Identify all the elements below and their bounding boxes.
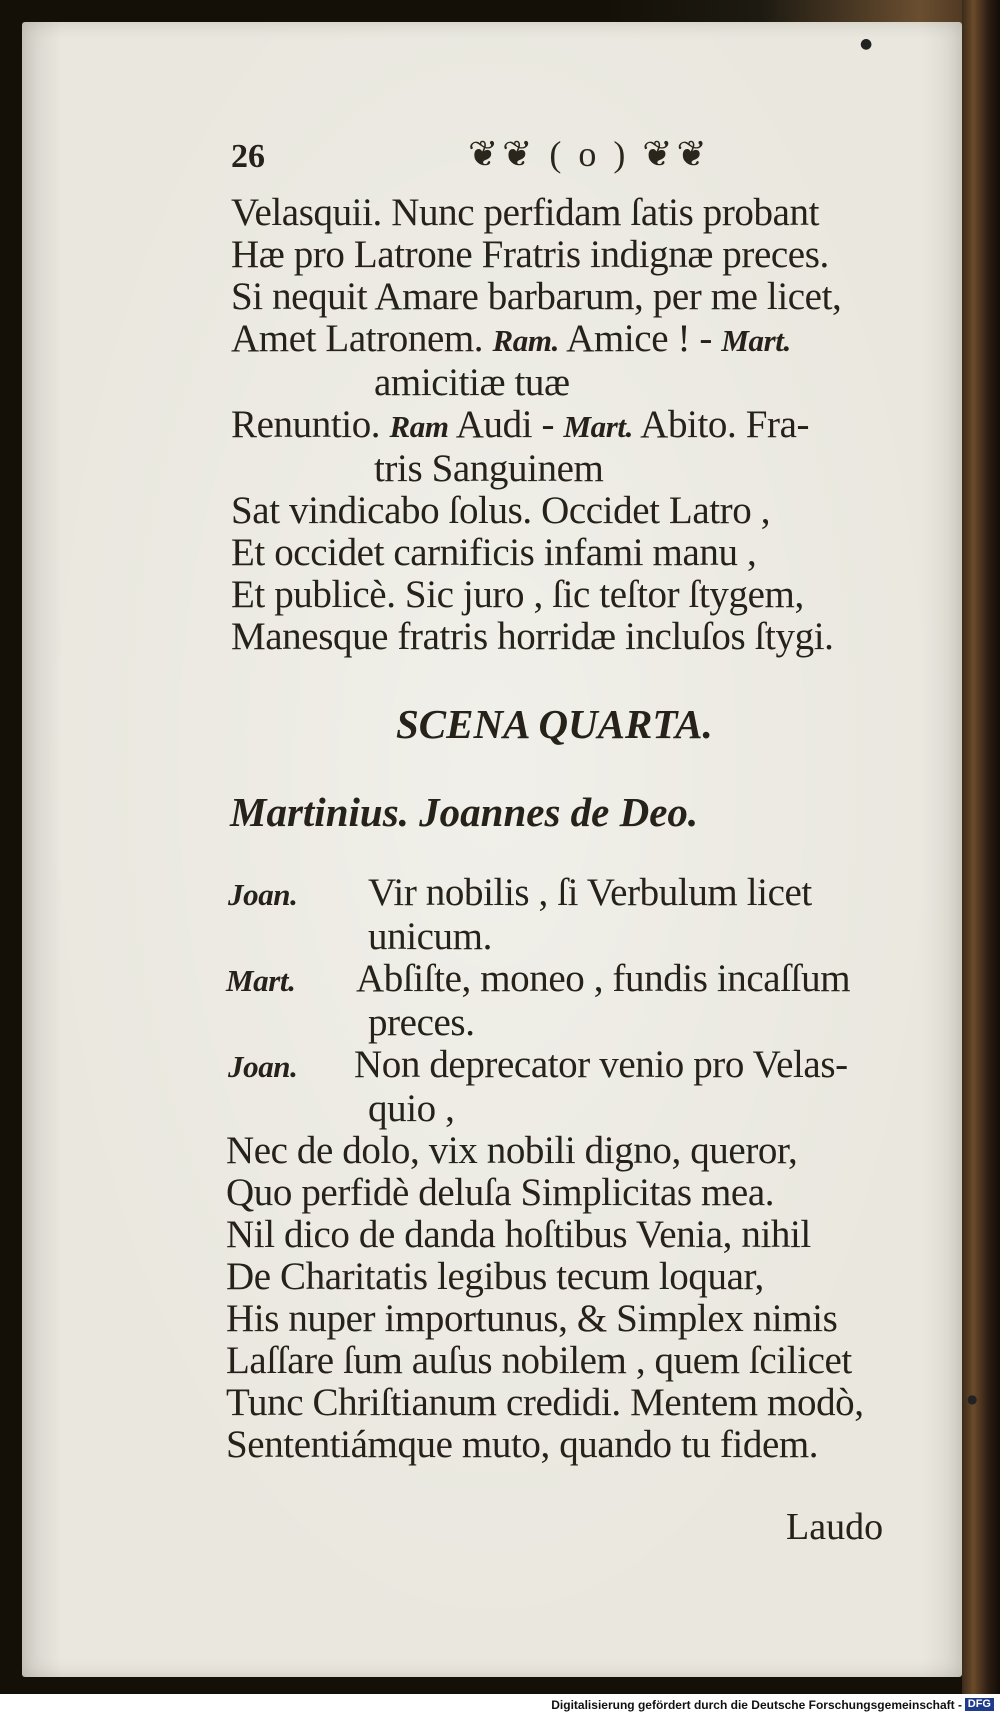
verse-line: Si nequit Amare barbarum, per me licet,	[231, 275, 842, 318]
verse-text: Amice ! -	[558, 317, 722, 360]
verse-line: Tunc Chriſtianum credidi. Mentem modò,	[226, 1381, 864, 1424]
verse-line: Velasquii. Nunc perfidam ſatis probant	[231, 191, 820, 234]
verse-line: Quo perfidè deluſa Simplicitas mea.	[226, 1171, 775, 1214]
speaker-label: Mart.	[721, 323, 791, 358]
verse-line: Et occidet carnificis infami manu ,	[231, 531, 757, 574]
speaker-label: Ram	[389, 409, 449, 444]
verse-continuation: amicitiæ tuæ	[374, 361, 570, 404]
verse-text: Audi -	[448, 403, 564, 446]
verse-line: Hæ pro Latrone Fratris indignæ preces.	[231, 233, 829, 276]
book-spine	[962, 0, 1000, 1715]
verse-line: Sententiámque muto, quando tu fidem.	[226, 1423, 819, 1466]
ink-dot: ●	[967, 1392, 978, 1406]
scene-title: SCENA QUARTA.	[396, 701, 713, 747]
dialogue-text: Abſiſte, moneo , fundis incaſſum	[356, 957, 851, 1000]
speaker-label: Ram.	[492, 323, 559, 358]
dialogue-line	[226, 956, 296, 1001]
verse-line: Et publicè. Sic juro , ſic teſtor ſtygem,	[231, 573, 804, 616]
book-edge-top	[600, 0, 1000, 24]
characters-line: Martinius. Joannes de Deo.	[230, 789, 699, 835]
dialogue-text: Non deprecator venio pro Velas-	[354, 1043, 848, 1086]
verse-text: Amet Latronem.	[231, 317, 493, 360]
digitization-credit: Digitalisierung gefördert durch die Deutsche Forschungsgemeinschaft -	[551, 1698, 962, 1712]
speaker-label: Joan.	[228, 877, 298, 912]
verse-line: His nuper importunus, & Simplex nimis	[226, 1297, 838, 1340]
verse-text: Abito. Fra-	[632, 403, 810, 446]
dialogue-continuation: quio ,	[368, 1087, 455, 1130]
verse-line	[231, 402, 809, 447]
verse-line: Nil dico de danda hoſtibus Venia, nihil	[226, 1213, 811, 1256]
verse-line: Manesque fratris horridæ incluſos ſtygi.	[231, 615, 834, 658]
speaker-label: Mart.	[563, 409, 633, 444]
header-ornament: ❦❦ ( o ) ❦❦	[468, 134, 711, 174]
verse-continuation: tris Sanguinem	[374, 447, 604, 490]
verse-line: Sat vindicabo ſolus. Occidet Latro ,	[231, 489, 771, 532]
verse-text: Renuntio.	[231, 403, 390, 446]
verse-line: Nec de dolo, vix nobili digno, queror,	[226, 1129, 798, 1172]
dialogue-line	[228, 870, 298, 915]
verse-line: Laſſare ſum auſus nobilem , quem ſcilicet	[226, 1339, 852, 1382]
verse-line	[231, 316, 791, 361]
speaker-label: Joan.	[228, 1049, 298, 1084]
verse-line: De Charitatis legibus tecum loquar,	[226, 1255, 764, 1298]
speaker-label: Mart.	[226, 963, 296, 998]
dialogue-line	[228, 1042, 298, 1087]
ink-dot: ●	[860, 36, 873, 52]
dialogue-continuation: preces.	[368, 1001, 475, 1044]
catchword: Laudo	[786, 1506, 884, 1548]
dialogue-continuation: unicum.	[368, 915, 492, 958]
dfg-logo: DFG	[965, 1698, 994, 1711]
dialogue-text: Vir nobilis , ſi Verbulum licet	[368, 871, 812, 914]
page-number: 26	[231, 138, 265, 175]
